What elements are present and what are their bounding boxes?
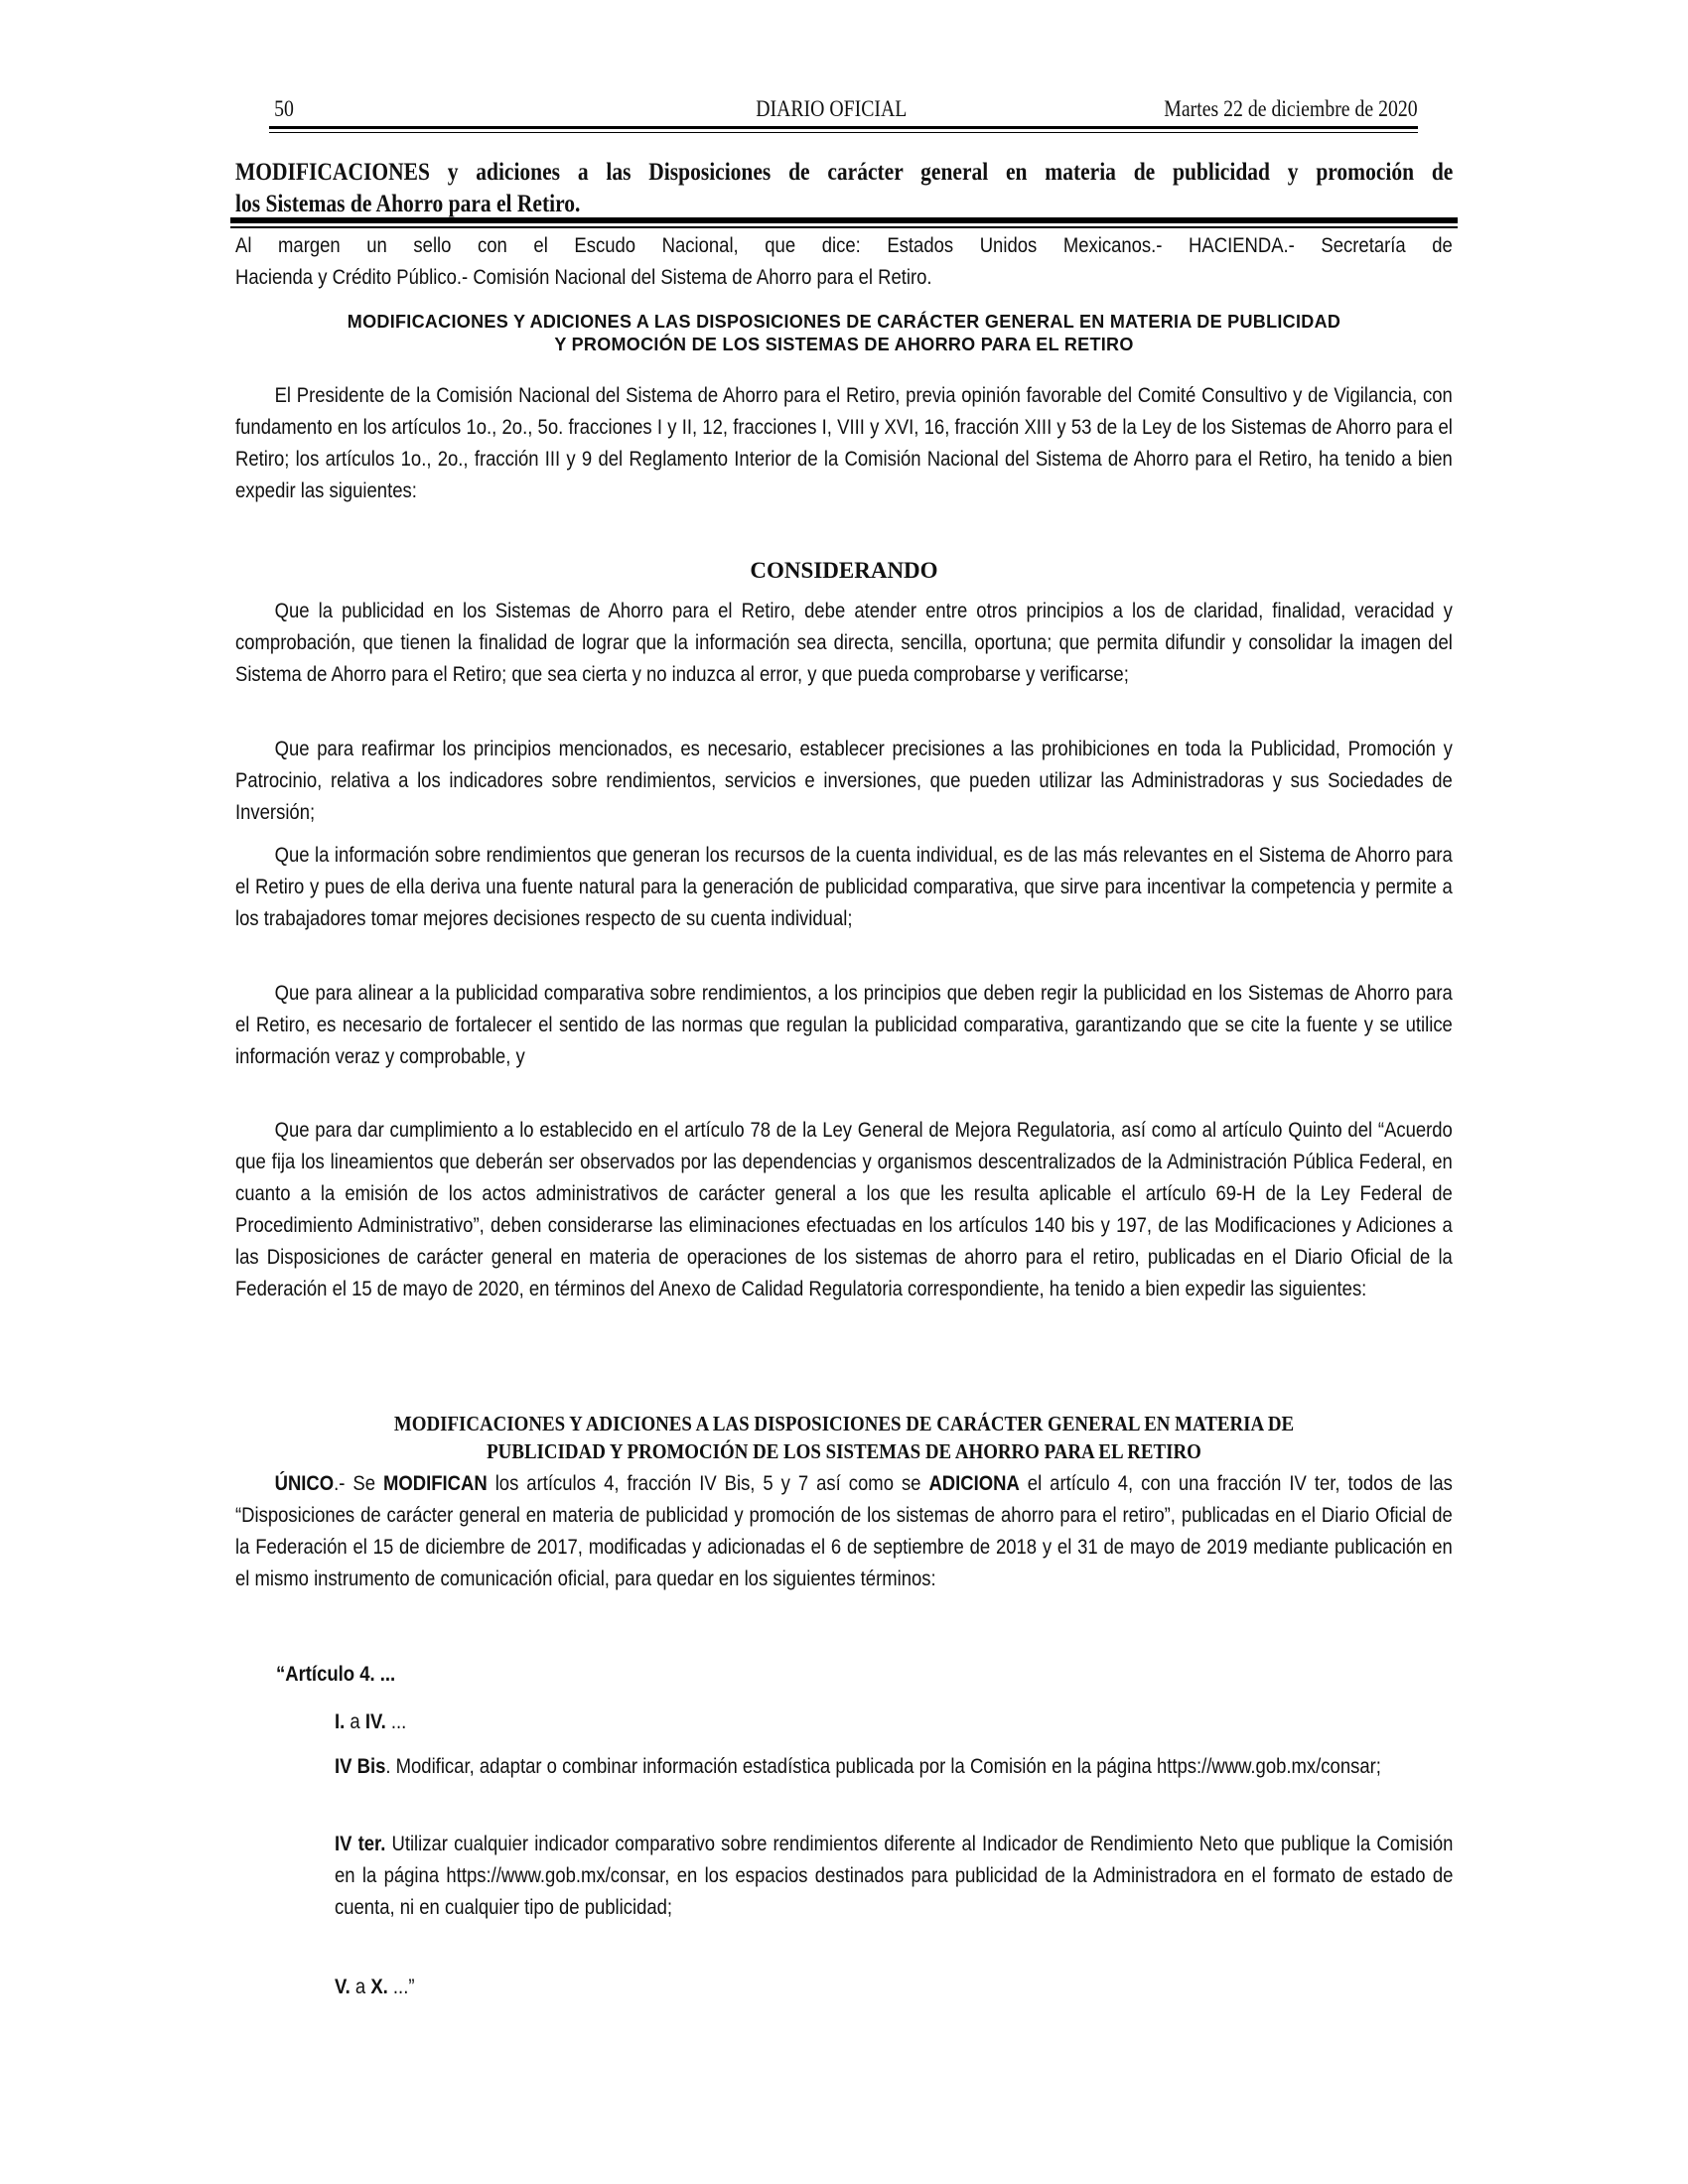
unico-label: ÚNICO bbox=[274, 1472, 335, 1495]
considerando-heading: CONSIDERANDO bbox=[750, 558, 938, 583]
item-iv-bis-label: IV Bis bbox=[335, 1755, 386, 1778]
modifican-keyword: MODIFICAN bbox=[383, 1472, 488, 1495]
heading-primary-line-2: Y PROMOCIÓN DE LOS SISTEMAS DE AHORRO PARA EL RETIRO bbox=[554, 335, 1134, 354]
heading-secondary-line-2: PUBLICIDAD Y PROMOCIÓN DE LOS SISTEMAS DE AHORRO PARA EL RETIRO bbox=[487, 1439, 1201, 1463]
adiciona-keyword: ADICIONA bbox=[928, 1472, 1020, 1495]
article-item-iv-bis bbox=[335, 1751, 1453, 1783]
unico-paragraph bbox=[235, 1468, 1453, 1595]
considerando-text-3: Que la información sobre rendimientos que generan los recursos de la cuenta individual, es de las más relevantes en el Sistema de Ahorro para el Retiro y pues de ella deriva una fuente natural para la generación de publicidad comparativa, que sirve para incentivar la competencia y permite a los trabajadores tomar mejores decisiones respecto de su cuenta individual; bbox=[235, 844, 1453, 930]
item-iv-bis-text bbox=[335, 1751, 1453, 1783]
document-title-line-1: MODIFICACIONES y adiciones a las Disposiciones de carácter general en materia de publicidad y promoción de bbox=[235, 159, 1454, 186]
article-heading-label: “Artículo 4. bbox=[276, 1663, 375, 1686]
item-iv-ter-text bbox=[335, 1829, 1453, 1924]
page-number: 50 bbox=[274, 96, 294, 121]
heading-primary bbox=[235, 311, 1453, 356]
item-v-x-tail: ...” bbox=[387, 1976, 415, 1998]
heading-secondary-line-1: MODIFICACIONES Y ADICIONES A LAS DISPOSICIONES DE CARÁCTER GENERAL EN MATERIA DE bbox=[393, 1412, 1295, 1435]
item-i-iv-mid: a bbox=[345, 1710, 365, 1733]
title-rule bbox=[230, 217, 1458, 223]
considerando-paragraph-5 bbox=[235, 1115, 1453, 1305]
unico-sep: .- Se bbox=[334, 1472, 384, 1495]
document-title bbox=[235, 157, 1453, 220]
seal-note-line-2: Hacienda y Crédito Público.- Comisión Nacional del Sistema de Ahorro para el Retiro. bbox=[235, 266, 932, 289]
item-iv: IV. bbox=[364, 1710, 386, 1733]
publication-date: Martes 22 de diciembre de 2020 bbox=[1164, 96, 1418, 121]
preamble bbox=[235, 380, 1453, 507]
considerando-text-4: Que para alinear a la publicidad comparativa sobre rendimientos, a los principios que deben regir la publicidad en los Sistemas de Ahorro para el Retiro, es necesario de fortalecer el sentido de las normas que regulan la publicidad comparativa, garantizando que se cite la fuente y se utilice información veraz y comprobable, y bbox=[235, 982, 1453, 1068]
header-rule-thin bbox=[269, 132, 1418, 133]
document-title-line-2: los Sistemas de Ahorro para el Retiro. bbox=[235, 191, 581, 217]
considerando-text-1: Que la publicidad en los Sistemas de Ahorro para el Retiro, debe atender entre otros principios a los de claridad, finalidad, veracidad y comprobación, que tienen la finalidad de lograr que la información sea directa, sencilla, oportuna; que permita difundir y consolidar la imagen del Sistema de Ahorro para el Retiro; que sea cierta y no induzca al error, y que pueda comprobarse y verificarse; bbox=[235, 600, 1453, 686]
considerando-paragraph-1 bbox=[235, 596, 1453, 691]
article-heading bbox=[276, 1659, 1312, 1691]
heading-primary-line-1: MODIFICACIONES Y ADICIONES A LAS DISPOSICIONES DE CARÁCTER GENERAL EN MATERIA DE PUBLICIDAD bbox=[347, 312, 1341, 332]
item-v: V. bbox=[335, 1976, 351, 1998]
article-item-i-iv bbox=[335, 1706, 1453, 1738]
seal-note bbox=[235, 230, 1453, 294]
preamble-paragraph: El Presidente de la Comisión Nacional del Sistema de Ahorro para el Retiro, previa opinión favorable del Comité Consultivo y de Vigilancia, con fundamento en los artículos 1o., 2o., 5o. fracciones I y II, 12, fracciones I, VIII y XVI, 16, fracción XIII y 53 de la Ley de los Sistemas de Ahorro para el Retiro; los artículos 1o., 2o., fracción III y 9 del Reglamento Interior de la Comisión Nacional del Sistema de Ahorro para el Retiro, ha tenido a bien expedir las siguientes: bbox=[235, 384, 1453, 502]
heading-secondary bbox=[296, 1410, 1391, 1465]
running-header bbox=[269, 95, 1418, 123]
item-iv-ter-label: IV ter. bbox=[335, 1833, 386, 1855]
article-item-v-x bbox=[335, 1972, 1453, 2003]
item-i: I. bbox=[335, 1710, 346, 1733]
item-x: X. bbox=[370, 1976, 388, 1998]
header-rule bbox=[269, 126, 1418, 129]
article-heading-tail: ... bbox=[374, 1663, 396, 1686]
unico-text bbox=[235, 1468, 1453, 1595]
considerando-text-5: Que para dar cumplimiento a lo establecido en el artículo 78 de la Ley General de Mejora Regulatoria, así como al artículo Quinto del “Acuerdo que fija los lineamientos que deberán ser observados por las dependencias y organismos descentralizados de la Administración Pública Federal, en cuanto a la emisión de los actos administrativos de carácter general a los que les resulta aplicable el artículo 69-H de la Ley Federal de Procedimiento Administrativo”, deben considerarse las eliminaciones efectuadas en los artículos 140 bis y 197, de las Modificaciones y Adiciones a las Disposiciones de carácter general en materia de operaciones de los sistemas de ahorro para el retiro, publicadas en el Diario Oficial de la Federación el 15 de mayo de 2020, en términos del Anexo de Calidad Regulatoria correspondiente, ha tenido a bien expedir las siguientes: bbox=[235, 1119, 1453, 1300]
publication-name: DIARIO OFICIAL bbox=[756, 96, 908, 121]
unico-mid: los artículos 4, fracción IV Bis, 5 y 7 así como se bbox=[487, 1472, 929, 1495]
considerando-text-2: Que para reafirmar los principios mencionados, es necesario, establecer precisiones a las prohibiciones en toda la Publicidad, Promoción y Patrocinio, relativa a los indicadores sobre rendimientos, servicios e inversiones, que pueden utilizar las Administradoras y sus Sociedades de Inversión; bbox=[235, 738, 1453, 824]
seal-note-line-1: Al margen un sello con el Escudo Nacional, que dice: Estados Unidos Mexicanos.- HACIENDA.- Secretaría de bbox=[235, 234, 1453, 257]
title-rule-thin bbox=[230, 226, 1458, 228]
item-iv-ter-body: Utilizar cualquier indicador comparativo sobre rendimientos diferente al Indicador de Rendimiento Neto que publique la Comisión en la página https://www.gob.mx/consar, en los espacios destinados para publicidad de la Administradora en el formato de estado de cuenta, ni en cualquier tipo de publicidad; bbox=[335, 1833, 1454, 1919]
item-i-iv-tail: ... bbox=[385, 1710, 407, 1733]
item-iv-bis-body: . Modificar, adaptar o combinar información estadística publicada por la Comisión en la página https://www.gob.mx/consar; bbox=[385, 1755, 1381, 1778]
article-item-iv-ter bbox=[335, 1829, 1453, 1924]
unico-rest: el artículo 4, con una fracción IV ter, todos de las “Disposiciones de carácter general en materia de publicidad y promoción de los sistemas de ahorro para el retiro”, publicadas en el Diario Oficial de la Federación el 15 de diciembre de 2017, modificadas y adicionadas el 6 de septiembre de 2018 y el 31 de mayo de 2019 mediante publicación en el mismo instrumento de comunicación oficial, para quedar en los siguientes términos: bbox=[235, 1472, 1453, 1590]
considerando-paragraph-4 bbox=[235, 978, 1453, 1073]
considerando-paragraph-2 bbox=[235, 734, 1453, 829]
considerando-paragraph-3 bbox=[235, 840, 1453, 935]
item-v-x-mid: a bbox=[350, 1976, 371, 1998]
